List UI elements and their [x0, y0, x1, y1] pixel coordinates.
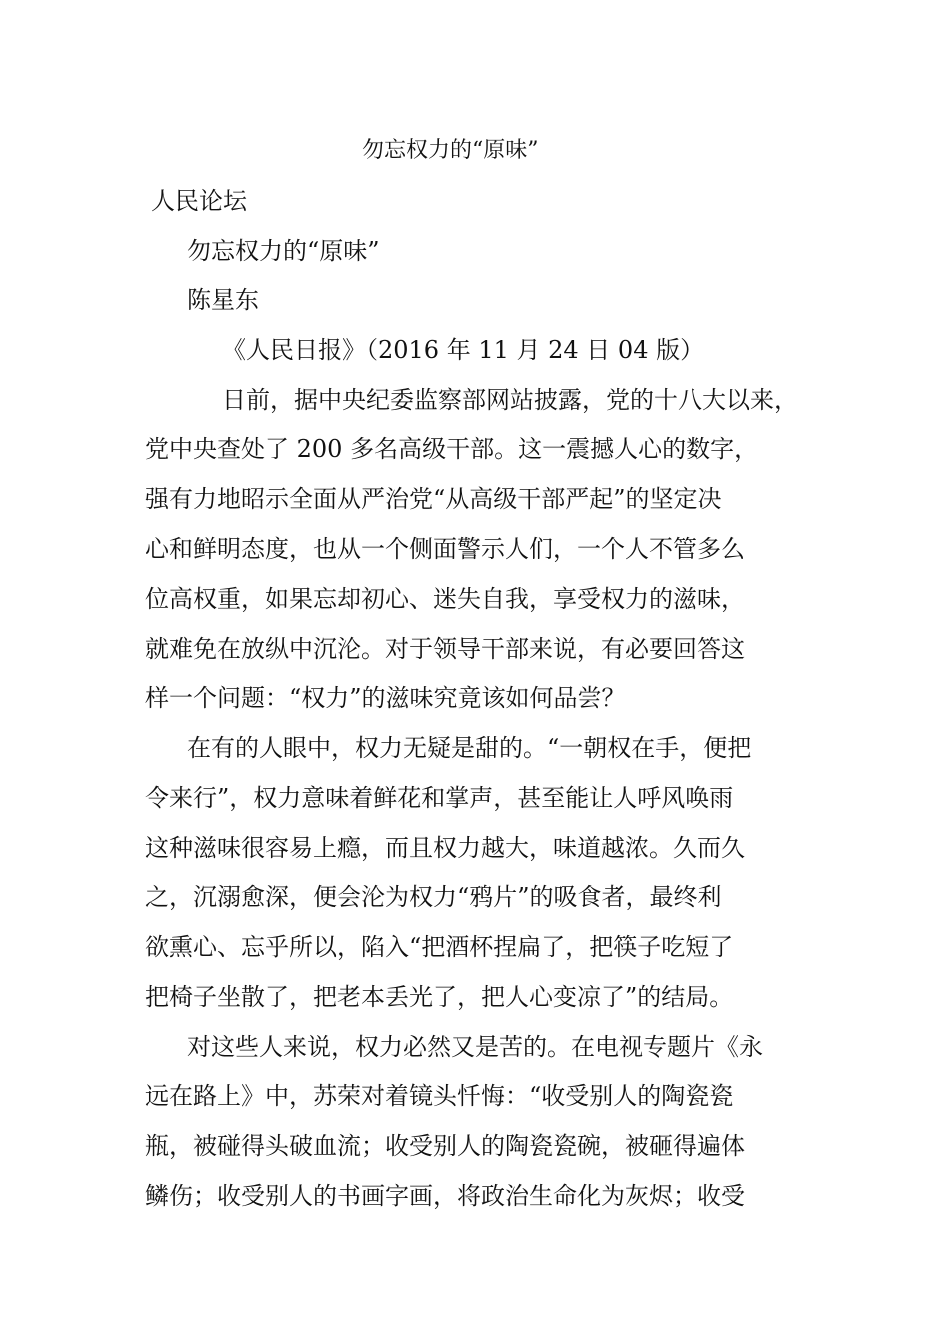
paragraph-line: 鳞伤；收受别人的书画字画，将政治生命化为灰烬；收受	[145, 1182, 745, 1210]
paragraph-line: 欲熏心、忘乎所以，陷入“把酒杯捏扁了，把筷子吃短了	[145, 933, 734, 961]
paragraph-line: 之，沉溺愈深，便会沦为权力“鸦片”的吸食者，最终利	[145, 883, 722, 911]
paragraph-line: 令来行”，权力意味着鲜花和掌声，甚至能让人呼风唤雨	[145, 784, 734, 812]
paragraph-line: 位高权重，如果忘却初心、迷失自我，享受权力的滋味，	[145, 585, 745, 613]
column-name: 人民论坛	[151, 187, 247, 215]
paragraph-line: 党中央查处了 200 多名高级干部。这一震撼人心的数字，	[145, 435, 759, 463]
page-title: 勿忘权力的“原味”	[362, 138, 539, 163]
paragraph-line: 就难免在放纵中沉沦。对于领导干部来说，有必要回答这	[145, 635, 745, 663]
paragraph-line: 心和鲜明态度，也从一个侧面警示人们，一个人不管多么	[145, 535, 745, 563]
paragraph-line: 远在路上》中，苏荣对着镜头忏悔：“收受别人的陶瓷瓷	[145, 1082, 734, 1110]
article-subtitle: 勿忘权力的“原味”	[187, 237, 380, 265]
paragraph-line: 强有力地昭示全面从严治党“从高级干部严起”的坚定决	[145, 485, 722, 513]
paragraph-line: 在有的人眼中，权力无疑是甜的。“一朝权在手，便把	[187, 734, 752, 762]
paragraph-line: 样一个问题：“权力”的滋味究竟该如何品尝？	[145, 684, 626, 712]
paragraph-line: 日前，据中央纪委监察部网站披露，党的十八大以来，	[222, 386, 798, 414]
author-name: 陈星东	[187, 286, 259, 314]
source-line: 《人民日报》（2016 年 11 月 24 日 04 版）	[222, 336, 705, 364]
paragraph-line: 对这些人来说，权力必然又是苦的。在电视专题片《永	[187, 1033, 763, 1061]
paragraph-line: 这种滋味很容易上瘾，而且权力越大，味道越浓。久而久	[145, 834, 745, 862]
paragraph-line: 瓶，被碰得头破血流；收受别人的陶瓷瓷碗，被砸得遍体	[145, 1132, 745, 1160]
paragraph-line: 把椅子坐散了，把老本丢光了，把人心变凉了”的结局。	[145, 983, 734, 1011]
